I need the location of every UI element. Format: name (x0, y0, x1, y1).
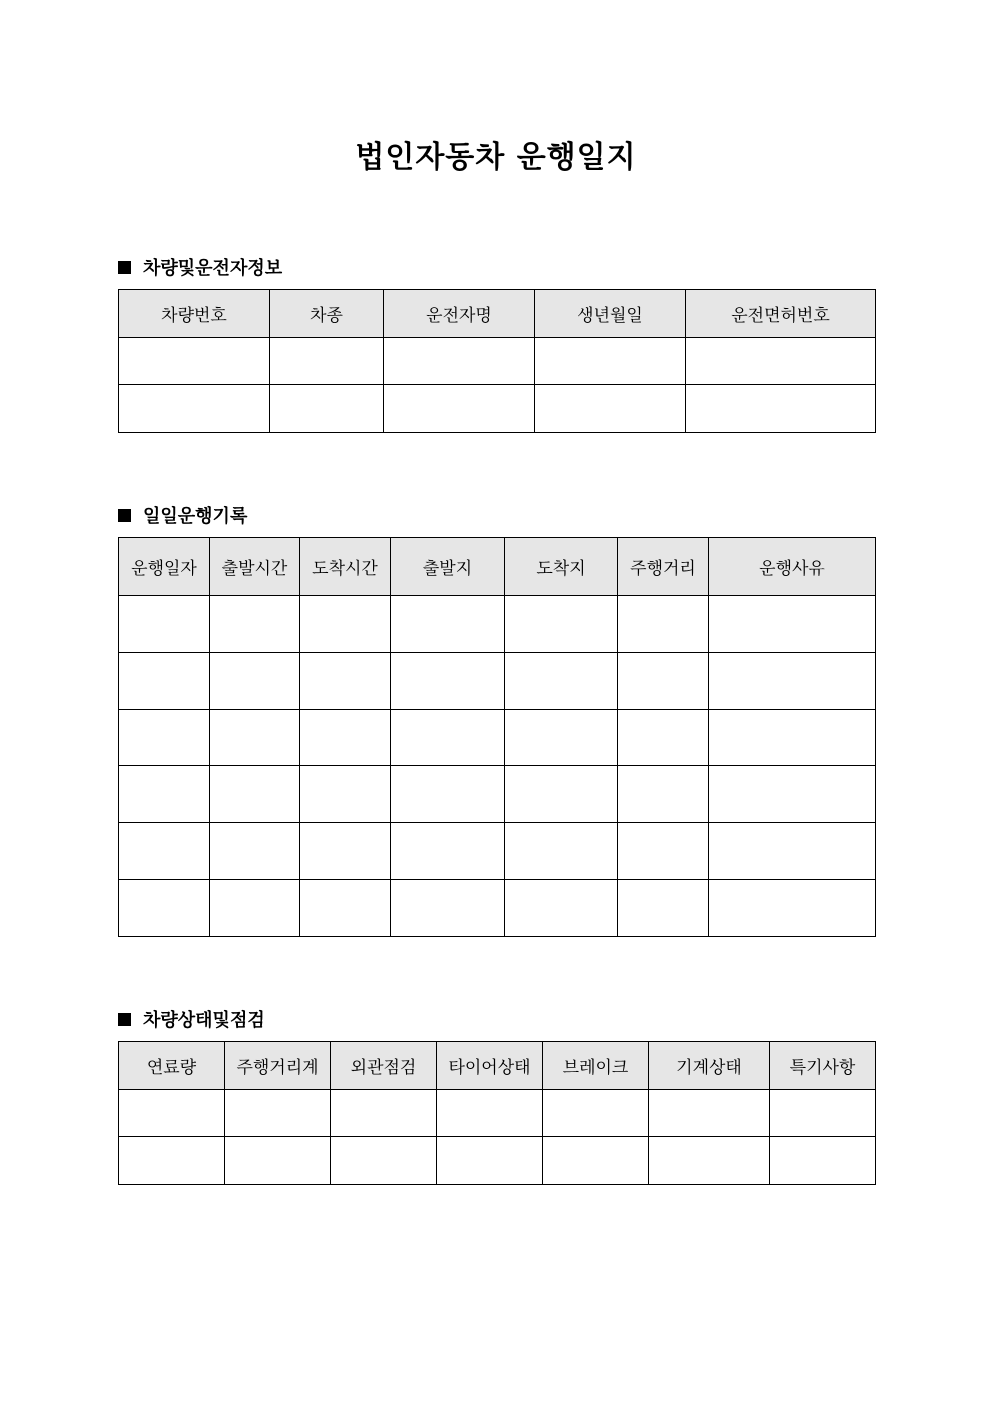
input-cell[interactable] (300, 766, 391, 823)
input-cell[interactable] (119, 596, 210, 653)
input-cell[interactable] (210, 879, 300, 936)
input-cell[interactable] (505, 823, 618, 880)
input-cell[interactable] (686, 385, 876, 433)
input-cell[interactable] (618, 879, 709, 936)
section-heading-daily-log (118, 502, 247, 528)
section-heading-label: 차량상태및점검 (143, 1010, 265, 1031)
input-cell[interactable] (437, 1137, 543, 1185)
input-cell[interactable] (119, 1089, 225, 1137)
input-cell[interactable] (649, 1089, 770, 1137)
column-header: 특기사항 (770, 1042, 876, 1090)
input-cell[interactable] (391, 879, 505, 936)
square-bullet-icon (118, 261, 131, 274)
input-cell[interactable] (709, 709, 876, 766)
input-cell[interactable] (437, 1089, 543, 1137)
column-header: 도착지 (505, 538, 618, 596)
input-cell[interactable] (770, 1089, 876, 1137)
input-cell[interactable] (384, 385, 535, 433)
column-header: 차종 (270, 290, 384, 338)
column-header: 운행일자 (119, 538, 210, 596)
table-row (119, 766, 876, 823)
input-cell[interactable] (709, 652, 876, 709)
column-header: 운전면허번호 (686, 290, 876, 338)
input-cell[interactable] (505, 879, 618, 936)
input-cell[interactable] (210, 596, 300, 653)
section-heading-label: 차량및운전자정보 (143, 258, 283, 279)
table-row (119, 823, 876, 880)
input-cell[interactable] (225, 1137, 331, 1185)
square-bullet-icon (118, 1013, 131, 1026)
input-cell[interactable] (543, 1089, 649, 1137)
input-cell[interactable] (270, 385, 384, 433)
input-cell[interactable] (225, 1089, 331, 1137)
table-row (119, 879, 876, 936)
input-cell[interactable] (505, 652, 618, 709)
input-cell[interactable] (709, 879, 876, 936)
input-cell[interactable] (119, 823, 210, 880)
input-cell[interactable] (618, 823, 709, 880)
column-header: 주행거리 (618, 538, 709, 596)
column-header: 주행거리계 (225, 1042, 331, 1090)
daily-log-table (118, 537, 876, 937)
input-cell[interactable] (300, 823, 391, 880)
input-cell[interactable] (618, 596, 709, 653)
input-cell[interactable] (709, 823, 876, 880)
column-header: 운행사유 (709, 538, 876, 596)
input-cell[interactable] (618, 652, 709, 709)
input-cell[interactable] (331, 1137, 437, 1185)
input-cell[interactable] (210, 823, 300, 880)
input-cell[interactable] (505, 596, 618, 653)
table-row (119, 337, 876, 385)
column-header: 타이어상태 (437, 1042, 543, 1090)
vehicle-condition-table (118, 1041, 876, 1185)
input-cell[interactable] (119, 337, 270, 385)
input-cell[interactable] (119, 709, 210, 766)
column-header: 운전자명 (384, 290, 535, 338)
section-heading-vehicle-driver (118, 254, 282, 280)
table-row (119, 596, 876, 653)
input-cell[interactable] (119, 766, 210, 823)
input-cell[interactable] (505, 709, 618, 766)
input-cell[interactable] (686, 337, 876, 385)
input-cell[interactable] (391, 709, 505, 766)
column-header: 기계상태 (649, 1042, 770, 1090)
table-row (119, 1137, 876, 1185)
input-cell[interactable] (709, 766, 876, 823)
table-row (119, 1089, 876, 1137)
column-header: 생년월일 (535, 290, 686, 338)
vehicle-driver-table (118, 289, 876, 433)
input-cell[interactable] (391, 823, 505, 880)
column-header: 출발지 (391, 538, 505, 596)
input-cell[interactable] (331, 1089, 437, 1137)
document-title: 법인자동차 운행일지 (355, 140, 637, 175)
column-header: 차량번호 (119, 290, 270, 338)
input-cell[interactable] (210, 766, 300, 823)
input-cell[interactable] (300, 879, 391, 936)
section-heading-vehicle-condition (118, 1006, 265, 1032)
input-cell[interactable] (391, 652, 505, 709)
input-cell[interactable] (535, 385, 686, 433)
input-cell[interactable] (618, 766, 709, 823)
input-cell[interactable] (391, 596, 505, 653)
input-cell[interactable] (119, 879, 210, 936)
input-cell[interactable] (210, 652, 300, 709)
square-bullet-icon (118, 509, 131, 522)
table-row (119, 652, 876, 709)
input-cell[interactable] (119, 385, 270, 433)
input-cell[interactable] (300, 652, 391, 709)
input-cell[interactable] (119, 1137, 225, 1185)
column-header: 출발시간 (210, 538, 300, 596)
input-cell[interactable] (535, 337, 686, 385)
input-cell[interactable] (300, 709, 391, 766)
input-cell[interactable] (505, 766, 618, 823)
input-cell[interactable] (119, 652, 210, 709)
input-cell[interactable] (270, 337, 384, 385)
column-header: 외관점검 (331, 1042, 437, 1090)
input-cell[interactable] (649, 1137, 770, 1185)
table-row (119, 385, 876, 433)
input-cell[interactable] (543, 1137, 649, 1185)
section-heading-label: 일일운행기록 (143, 506, 248, 527)
column-header: 도착시간 (300, 538, 391, 596)
input-cell[interactable] (210, 709, 300, 766)
input-cell[interactable] (300, 596, 391, 653)
input-cell[interactable] (391, 766, 505, 823)
input-cell[interactable] (770, 1137, 876, 1185)
input-cell[interactable] (384, 337, 535, 385)
input-cell[interactable] (618, 709, 709, 766)
input-cell[interactable] (709, 596, 876, 653)
column-header: 연료량 (119, 1042, 225, 1090)
table-row (119, 709, 876, 766)
column-header: 브레이크 (543, 1042, 649, 1090)
